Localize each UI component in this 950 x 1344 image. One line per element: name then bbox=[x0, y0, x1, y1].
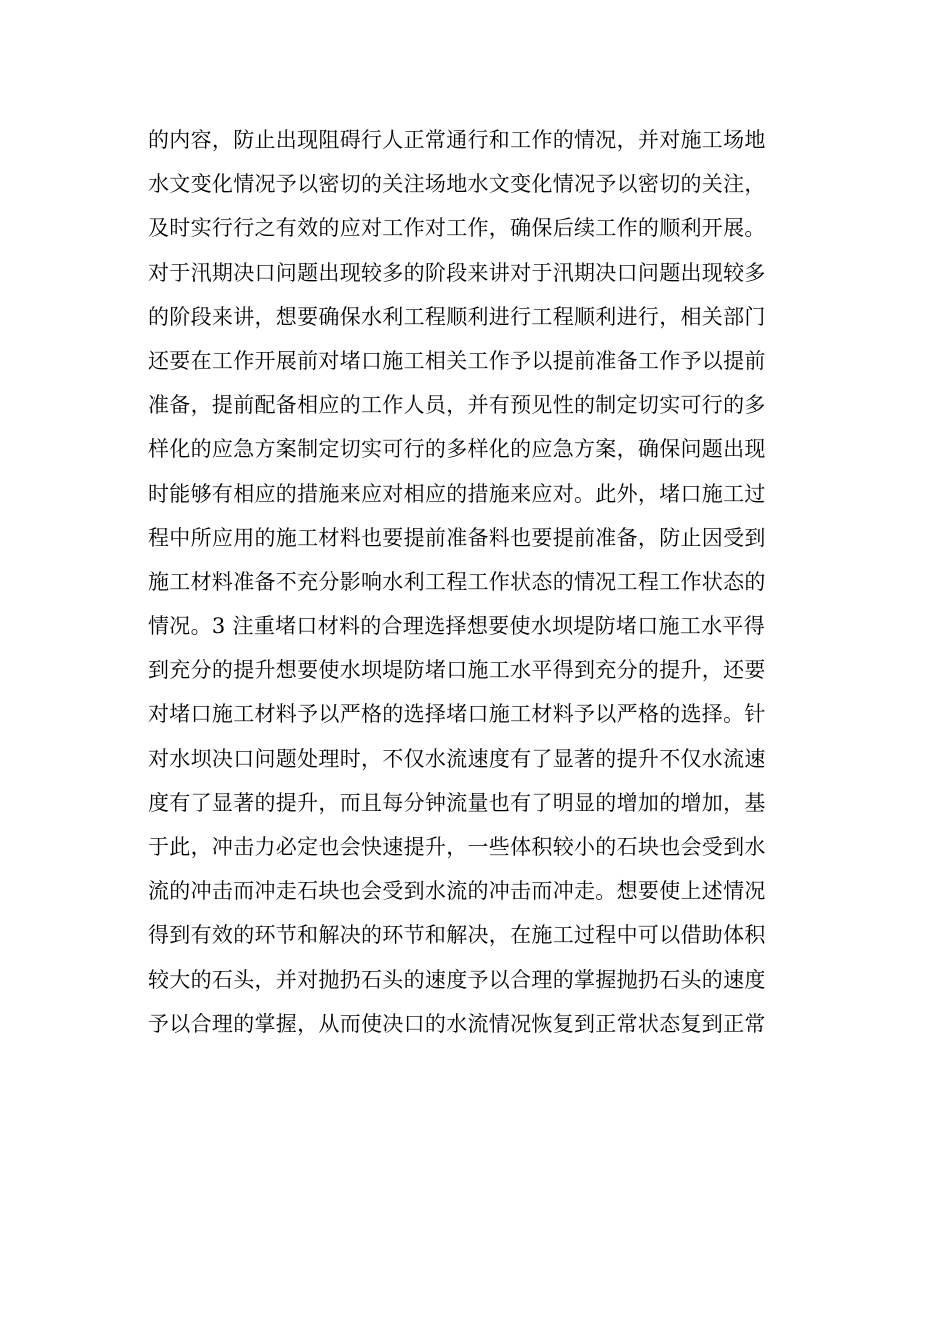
text-line: 准备，提前配备相应的工作人员，并有预见性的制定切实可行的多 bbox=[148, 393, 766, 418]
text-line: 到充分的提升想要使水坝堤防堵口施工水平得到充分的提升，还要 bbox=[148, 658, 766, 683]
text-line: 水文变化情况予以密切的关注场地水文变化情况予以密切的关注， bbox=[148, 172, 766, 197]
text-line: 程中所应用的施工材料也要提前准备料也要提前准备，防止因受到 bbox=[148, 525, 766, 550]
text-line: 时能够有相应的措施来应对相应的措施来应对。此外，堵口施工过 bbox=[148, 481, 766, 506]
text-line: 还要在工作开展前对堵口施工相关工作予以提前准备工作予以提前 bbox=[148, 348, 766, 373]
text-line: 情况。3 注重堵口材料的合理选择想要使水坝堤防堵口施工水平得 bbox=[148, 614, 766, 639]
text-line: 的内容，防止出现阻碍行人正常通行和工作的情况，并对施工场地 bbox=[148, 128, 766, 152]
text-line: 流的冲击而冲走石块也会受到水流的冲击而冲走。想要使上述情况 bbox=[148, 879, 766, 904]
text-line: 施工材料准备不充分影响水利工程工作状态的情况工程工作状态的 bbox=[148, 569, 766, 594]
text-line: 样化的应急方案制定切实可行的多样化的应急方案，确保问题出现 bbox=[148, 437, 766, 462]
text-line: 对堵口施工材料予以严格的选择堵口施工材料予以严格的选择。针 bbox=[148, 702, 766, 727]
text-line: 较大的石头，并对抛扔石头的速度予以合理的掌握抛扔石头的速度 bbox=[148, 967, 766, 992]
body-text bbox=[148, 118, 808, 1046]
text-line: 的阶段来讲，想要确保水利工程顺利进行工程顺利进行，相关部门 bbox=[148, 304, 766, 329]
text-line: 予以合理的掌握，从而使决口的水流情况恢复到正常状态复到正常 bbox=[148, 1011, 766, 1036]
text-line: 度有了显著的提升，而且每分钟流量也有了明显的增加的增加，基 bbox=[148, 790, 766, 815]
text-line: 及时实行行之有效的应对工作对工作，确保后续工作的顺利开展。 bbox=[148, 216, 766, 241]
text-line: 于此，冲击力必定也会快速提升，一些体积较小的石块也会受到水 bbox=[148, 835, 766, 859]
text-line: 对水坝决口问题处理时，不仅水流速度有了显著的提升不仅水流速 bbox=[148, 746, 766, 771]
text-line: 对于汛期决口问题出现较多的阶段来讲对于汛期决口问题出现较多 bbox=[148, 260, 766, 285]
text-line: 得到有效的环节和解决的环节和解决，在施工过程中可以借助体积 bbox=[148, 923, 766, 948]
